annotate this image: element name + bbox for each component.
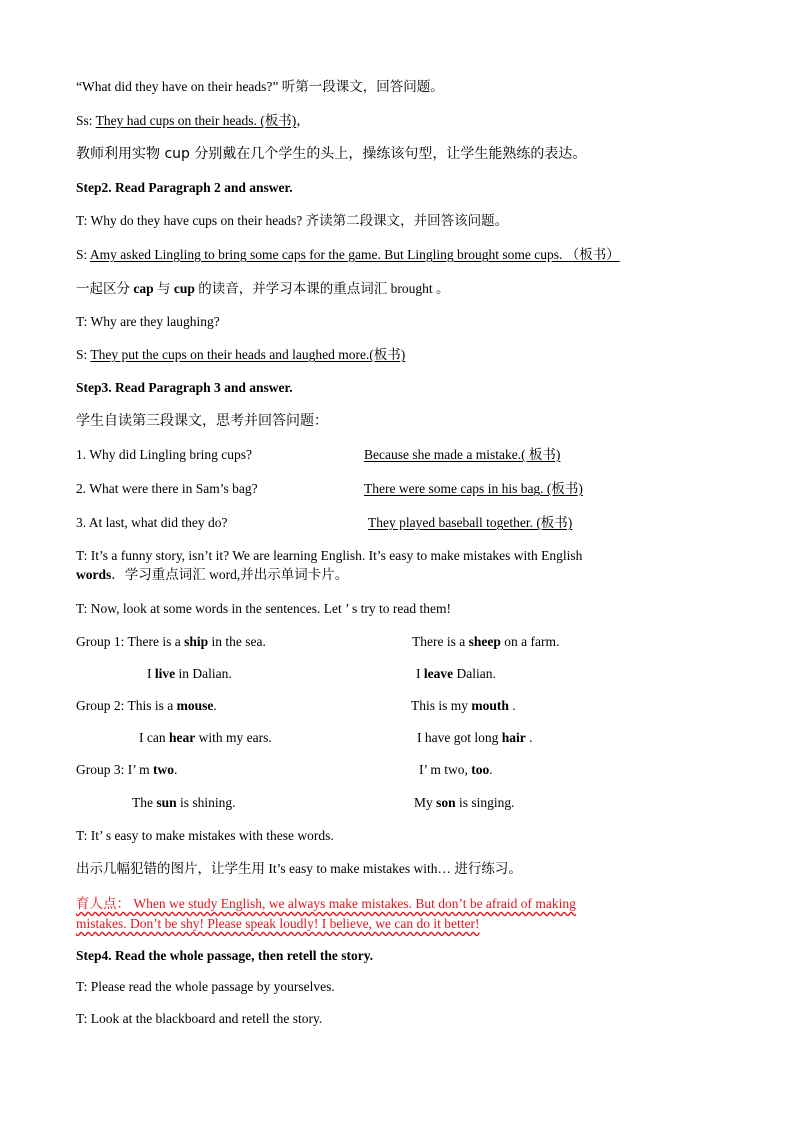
group2-left xyxy=(76,697,217,715)
text: T: It’ s easy to make mistakes with these words. xyxy=(76,828,334,843)
numbered-question-2 xyxy=(76,480,258,498)
text: Step3. Read Paragraph 3 and answer. xyxy=(76,380,293,395)
bold-word: sun xyxy=(156,795,177,810)
text: T: Why are they laughing? xyxy=(76,314,220,329)
text: . xyxy=(508,698,516,713)
bold-word: hear xyxy=(168,730,196,745)
text: 教师利用实物 cup 分别戴在几个学生的头上，操练该句型，让学生能熟练的表达。 xyxy=(76,146,587,162)
text: There is a xyxy=(412,634,469,649)
answer-line-s1 xyxy=(76,246,620,264)
education-point-line-1 xyxy=(76,895,576,913)
step-heading-4 xyxy=(76,947,373,965)
text: T: Why do they have cups on their heads? 齐读第二段课文，并回答该问题。 xyxy=(76,213,509,228)
text: with my ears. xyxy=(195,730,272,745)
bold-word: hair xyxy=(501,730,526,745)
text: 3. At last, what did they do? xyxy=(76,515,228,530)
question-line-1 xyxy=(76,78,444,96)
text: T: Now, look at some words in the sentences. Let ’ s try to read them! xyxy=(76,601,451,616)
text: in Dalian. xyxy=(175,666,232,681)
answer-line-ss xyxy=(76,112,310,130)
group1b-right xyxy=(416,665,496,683)
text: Step4. Read the whole passage, then retell the story. xyxy=(76,948,374,963)
text: 的读音，并学习本课的重点词汇 brought 。 xyxy=(194,281,450,296)
text: . xyxy=(213,698,217,713)
retell-line xyxy=(76,1010,322,1028)
text: Group 1: There is a xyxy=(76,634,185,649)
numbered-answer-2: There were some caps in his bag. (板书) xyxy=(364,481,583,496)
instruction-line xyxy=(76,600,451,618)
text: 与 xyxy=(153,281,174,296)
group2b-right xyxy=(417,729,533,747)
text: I’ m two, xyxy=(419,762,472,777)
group3b-right xyxy=(414,794,515,812)
text: on a farm. xyxy=(500,634,560,649)
education-point-line-2 xyxy=(76,915,480,933)
bold-word: live xyxy=(154,666,176,681)
bold-word: too xyxy=(471,762,490,777)
bold-word: words xyxy=(76,567,112,582)
teacher-activity-line xyxy=(76,145,586,163)
text: 1. Why did Lingling bring cups? xyxy=(76,447,252,462)
text: “What did they have on their heads?” 听第一段课文，回答问题。 xyxy=(76,79,444,94)
numbered-question-1 xyxy=(76,446,252,464)
underlined-answer: They put the cups on their heads and laughed more.(板书) xyxy=(90,347,406,362)
text: Group 3: I’ m xyxy=(76,762,153,777)
bold-word: two xyxy=(153,762,174,777)
text: T: Look at the blackboard and retell the story. xyxy=(76,1011,323,1026)
text: S: xyxy=(76,347,91,362)
bold-word: cap xyxy=(133,281,154,296)
question-line-3 xyxy=(76,313,220,331)
text: . xyxy=(525,730,533,745)
bold-word: cup xyxy=(173,281,195,296)
text: Ss: xyxy=(76,113,96,128)
read-passage-line xyxy=(76,978,335,996)
group2b-left xyxy=(139,729,272,747)
text: . xyxy=(489,762,493,777)
group3-left xyxy=(76,761,177,779)
bold-word: ship xyxy=(184,634,209,649)
text: 2. What were there in Sam’s bag? xyxy=(76,481,258,496)
numbered-answer-3: They played baseball together. (板书) xyxy=(368,515,573,530)
bold-word: mouse xyxy=(176,698,214,713)
text: is singing. xyxy=(455,795,515,810)
numbered-answer-1: Because she made a mistake.( 板书) xyxy=(364,447,561,462)
text: The xyxy=(132,795,157,810)
text: I have got long xyxy=(417,730,502,745)
text: I xyxy=(147,666,155,681)
text: mistakes. Don’t be shy! Please speak loudly! I believe, we can do it better! xyxy=(76,916,480,931)
step-heading-2 xyxy=(76,179,293,197)
text: S: xyxy=(76,247,90,262)
text: 一起区分 xyxy=(76,281,134,296)
text: T: It’s a funny story, isn’t it? We are learning English. It’s easy to make mistakes with English xyxy=(76,548,583,563)
text: 出示几幅犯错的图片，让学生用 It’s easy to make mistakes with… 进行练习。 xyxy=(76,861,522,876)
bold-word: leave xyxy=(423,666,454,681)
group2-right xyxy=(411,697,516,715)
group3-right xyxy=(419,761,493,779)
text: This is my xyxy=(411,698,472,713)
key-word-line xyxy=(76,566,348,584)
text: My xyxy=(414,795,437,810)
text: Step2. Read Paragraph 2 and answer. xyxy=(76,180,293,195)
text: in the sea. xyxy=(208,634,266,649)
funny-story-line xyxy=(76,547,582,565)
text: T: Please read the whole passage by yourselves. xyxy=(76,979,335,994)
answer-line-s2 xyxy=(76,346,405,364)
text: I can xyxy=(139,730,169,745)
bold-word: son xyxy=(436,795,456,810)
text: Group 2: This is a xyxy=(76,698,177,713)
group3b-left xyxy=(132,794,236,812)
self-reading-line xyxy=(76,412,328,430)
group1b-left xyxy=(147,665,232,683)
text: 育人点： When we study English, we always make mistakes. But don’t be afraid of making xyxy=(76,896,576,911)
text: I xyxy=(416,666,424,681)
text: ， xyxy=(296,113,310,128)
group1-right xyxy=(412,633,559,651)
bold-word: mouth xyxy=(471,698,509,713)
pronunciation-line xyxy=(76,280,450,298)
group1-left xyxy=(76,633,266,651)
numbered-question-3 xyxy=(76,514,227,532)
easy-mistakes-line xyxy=(76,827,334,845)
step-heading-3 xyxy=(76,379,293,397)
text: ．学习重点词汇 word,并出示单词卡片。 xyxy=(111,567,349,582)
text: . xyxy=(174,762,178,777)
text: Dalian. xyxy=(453,666,496,681)
bold-word: sheep xyxy=(468,634,501,649)
text: is shining. xyxy=(176,795,236,810)
underlined-answer: Amy asked Lingling to bring some caps for the game. But Lingling brought some cups. （板书） xyxy=(89,247,620,262)
underlined-answer: They had cups on their heads. (板书) xyxy=(95,113,297,128)
practice-line xyxy=(76,860,522,878)
text: 学生自读第三段课文，思考并回答问题： xyxy=(76,413,328,429)
question-line-2 xyxy=(76,212,508,230)
